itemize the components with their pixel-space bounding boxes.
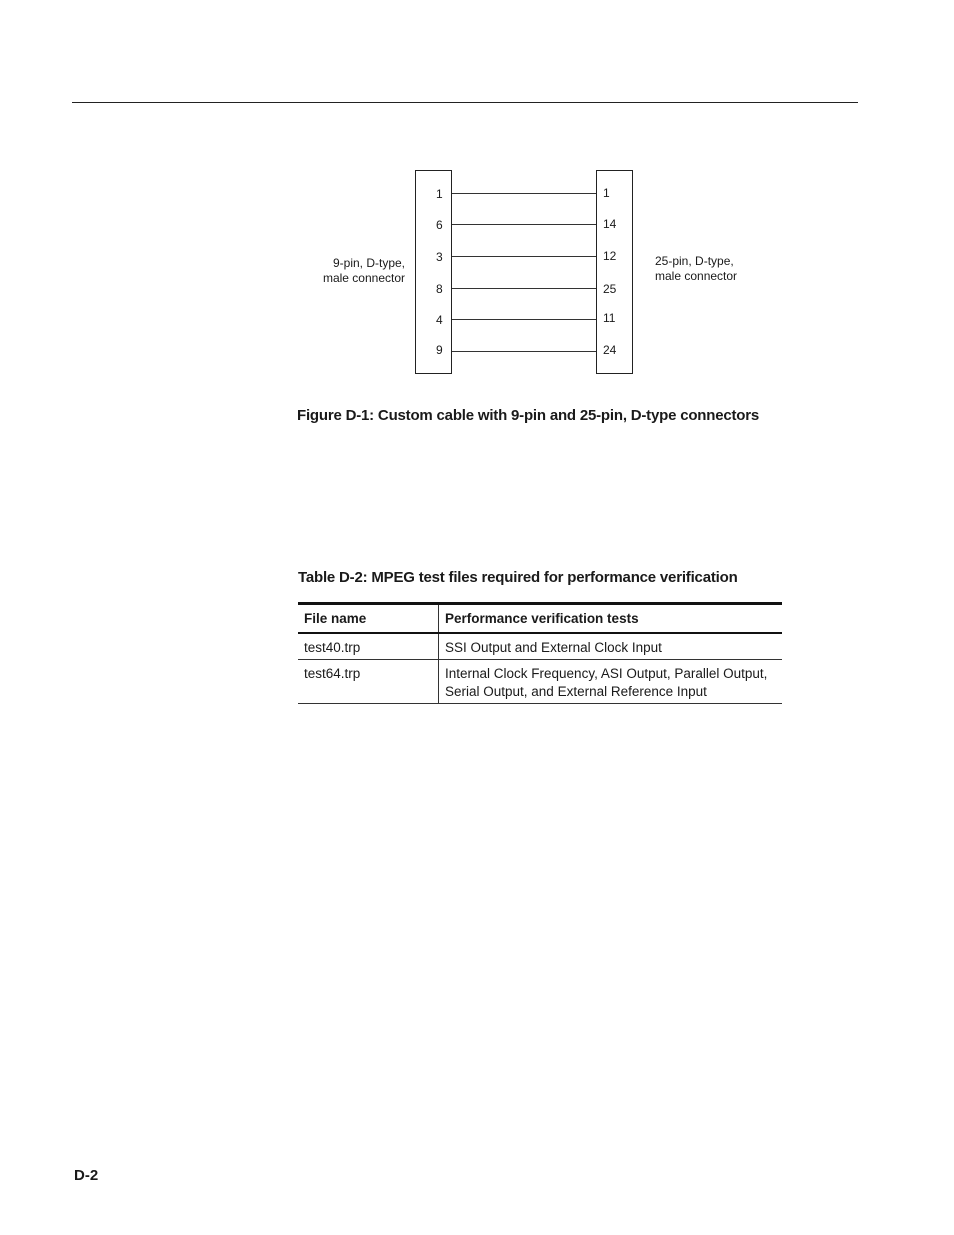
- label-line: 25-pin, D-type,: [655, 254, 734, 268]
- left-pin-label: 1: [436, 187, 443, 201]
- right-pin-label: 11: [603, 311, 616, 325]
- figure-caption: Figure D-1: Custom cable with 9-pin and 25-pin, D-type connectors: [297, 407, 760, 424]
- column-header-file-name: File name: [298, 604, 439, 634]
- right-pin-label: 12: [603, 249, 617, 263]
- left-pin-label: 3: [436, 250, 443, 264]
- file-name-cell: test64.trp: [298, 660, 439, 704]
- twenty-five-pin-connector-label: [655, 254, 775, 284]
- left-pin-label: 6: [436, 218, 443, 232]
- table-title: Table D-2: MPEG test files required for performance verification: [298, 569, 738, 586]
- cable-wiring-diagram: [0, 0, 954, 400]
- wire-2: [452, 224, 596, 225]
- table-header-row: [298, 604, 782, 634]
- right-pin-label: 25: [603, 282, 617, 296]
- tests-line: Internal Clock Frequency, ASI Output, Parallel Output,: [445, 666, 768, 681]
- file-name-cell: test40.trp: [298, 633, 439, 660]
- right-pin-label: 14: [603, 217, 617, 231]
- tests-line: SSI Output and External Clock Input: [445, 640, 662, 655]
- page-number: D-2: [74, 1167, 99, 1184]
- wire-4: [452, 288, 596, 289]
- label-line: male connector: [655, 269, 738, 283]
- wire-5: [452, 319, 596, 320]
- left-pin-label: 9: [436, 343, 443, 357]
- nine-pin-connector-label: [300, 256, 405, 286]
- wire-3: [452, 256, 596, 257]
- left-pin-label: 8: [436, 282, 443, 296]
- tests-line: Serial Output, and External Reference Input: [445, 684, 707, 699]
- right-pin-label: 1: [603, 186, 610, 200]
- table-row: [298, 633, 782, 660]
- label-line: male connector: [322, 271, 405, 285]
- tests-cell: [439, 633, 783, 660]
- nine-pin-connector: [415, 170, 452, 374]
- left-pin-label: 4: [436, 313, 443, 327]
- wire-6: [452, 351, 596, 352]
- tests-cell: [439, 660, 783, 704]
- right-pin-label: 24: [603, 343, 617, 357]
- column-header-tests: Performance verification tests: [445, 611, 639, 626]
- table-row: [298, 660, 782, 704]
- wire-1: [452, 193, 596, 194]
- test-files-table: [298, 602, 782, 704]
- label-line: 9-pin, D-type,: [332, 256, 405, 270]
